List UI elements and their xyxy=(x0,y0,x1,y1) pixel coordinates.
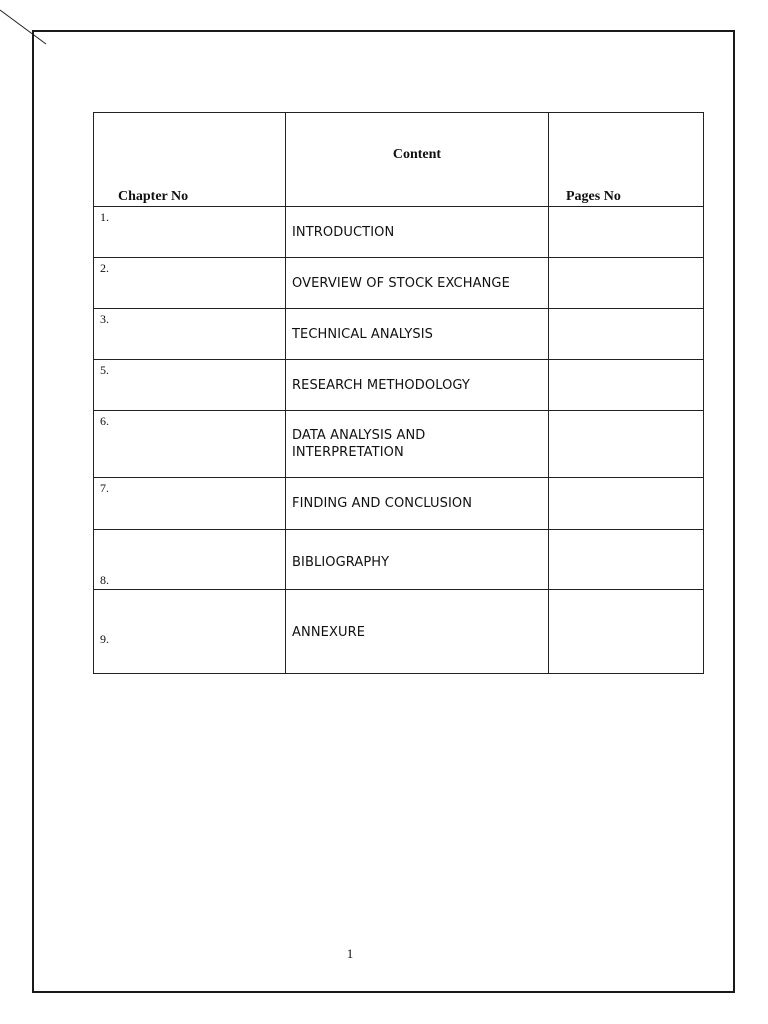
chapter-title: DATA ANALYSIS AND INTERPRETATION xyxy=(286,411,549,478)
chapter-number: 7. xyxy=(94,478,286,530)
chapter-number: 3. xyxy=(94,309,286,360)
page-number-cell xyxy=(549,411,704,478)
page-number-cell xyxy=(549,478,704,530)
page-number-cell xyxy=(549,207,704,258)
page-number-cell xyxy=(549,309,704,360)
page-number-cell xyxy=(549,590,704,674)
pages-no-header: Pages No xyxy=(549,113,704,207)
chapter-title: TECHNICAL ANALYSIS xyxy=(286,309,549,360)
table-row xyxy=(94,258,704,309)
table-row xyxy=(94,478,704,530)
page-number-cell xyxy=(549,360,704,411)
chapter-title: ANNEXURE xyxy=(286,590,549,674)
table-row xyxy=(94,590,704,674)
chapter-number: 8. xyxy=(94,530,286,590)
chapter-number: 5. xyxy=(94,360,286,411)
chapter-title: BIBLIOGRAPHY xyxy=(286,530,549,590)
chapter-title: OVERVIEW OF STOCK EXCHANGE xyxy=(286,258,549,309)
page-number-cell xyxy=(549,258,704,309)
chapter-number: 9. xyxy=(94,590,286,674)
table-row xyxy=(94,530,704,590)
chapter-title: FINDING AND CONCLUSION xyxy=(286,478,549,530)
table-row xyxy=(94,360,704,411)
chapter-number: 6. xyxy=(94,411,286,478)
table-header-row xyxy=(94,113,704,207)
chapter-title: INTRODUCTION xyxy=(286,207,549,258)
table-of-contents xyxy=(93,112,704,674)
table-row xyxy=(94,309,704,360)
table-row xyxy=(94,207,704,258)
page-number: 1 xyxy=(346,946,354,961)
content-header: Content xyxy=(286,113,549,207)
chapter-number: 2. xyxy=(94,258,286,309)
chapter-title: RESEARCH METHODOLOGY xyxy=(286,360,549,411)
chapter-number: 1. xyxy=(94,207,286,258)
chapter-no-header: Chapter No xyxy=(94,113,286,207)
table-row xyxy=(94,411,704,478)
page-number-cell xyxy=(549,530,704,590)
